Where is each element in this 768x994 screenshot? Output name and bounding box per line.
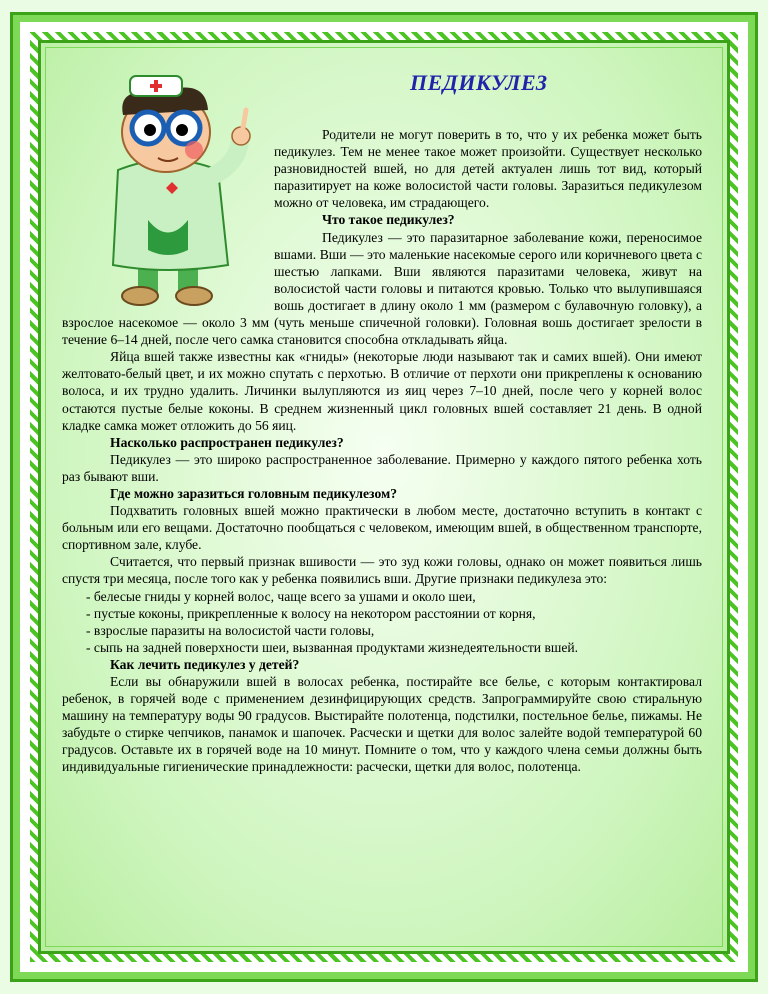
list-item: - взрослые паразиты на волосистой части головы,	[86, 622, 375, 638]
list-item: - сыпь на задней поверхности шеи, вызванная продуктами жизнедеятельности вшей.	[86, 639, 579, 655]
paragraph-intro: Родители не могут поверить в то, что у их ребенка может быть педикулез. Тем не менее такое может произойти. Существует несколько разновидностей вшей, но для детей актуален лишь тот вид, который паразитирует на коже волосистой части головы. Заразиться педикулезом можно от человека, им страдающего.	[274, 127, 702, 211]
heading-infection: Где можно заразиться головным педикулезом?	[110, 485, 398, 501]
heading-what-is: Что такое педикулез?	[322, 212, 455, 228]
paragraph-nits: Яйца вшей также известны как «гниды» (некоторые люди называют так и самих вшей). Они имеют желтовато-белый цвет, и их можно спутать с перхотью. В отличие от перхоти они прикреплены к основанию волоса, и их трудно удалить. Личинки вылупляются из яиц через 7–10 дней, после чего у корней волос остаются пустые белые коконы. В среднем жизненный цикл головных вшей составляет 21 день. В одной кладке самка может отложить до 56 яиц.	[62, 349, 702, 433]
heading-prevalence: Насколько распространен педикулез?	[110, 434, 344, 450]
paragraph-definition: Педикулез — это паразитарное заболевание кожи, переносимое вшами. Вши — это маленькие насекомые серого или коричневого цвета с шестью лапками. Вши являются паразитами человека, живут на волосистой части головы и питаются кровью. Только что вылупившаяся вошь достигает в длину около 1 мм (размером с булавочную головку), а взрослое насекомое — около 3 мм (чуть меньше спичечной головки). Головная вошь достигает зрелости в течение 6–14 дней, после чего самка становится способна откладывать яйца.	[62, 229, 702, 348]
list-item: - пустые коконы, прикрепленные к волосу на некотором расстоянии от корня,	[86, 605, 536, 621]
illustration-space	[62, 126, 274, 303]
page-title: ПЕДИКУЛЕЗ	[410, 70, 548, 95]
paragraph-prevalence: Педикулез — это широко распространенное заболевание. Примерно у каждого пятого ребенка хоть раз бывают вши.	[62, 451, 702, 484]
paragraph-symptoms: Считается, что первый признак вшивости — это зуд кожи головы, однако он может появиться лишь спустя три месяца, после того как у ребенка появились вши. Другие признаки педикулеза это:	[62, 554, 702, 587]
article-body	[62, 126, 702, 776]
paragraph-treatment: Если вы обнаружили вшей в волосах ребенка, постирайте все белье, с которым контактировал ребенок, в горячей воде с применением дезинфицирующих средств. Запрограммируйте свою стиральную машину на температуру воды 90 градусов. Выстирайте полотенца, подстилки, постельное белье, пижамы. Не забудьте о стирке чепчиков, панамок и шапочек. Расчески и щетки для волос залейте водой температурой 60 градусов. Оставьте их в горячей воде на 10 минут. Помните о том, что у каждого члена семьи должны быть индивидуальные гигиенические принадлежности: расчески, щетки для волос, полотенца.	[62, 674, 702, 775]
heading-treatment: Как лечить педикулез у детей?	[110, 656, 300, 672]
list-item: - белесые гниды у корней волос, чаще всего за ушами и около шеи,	[86, 588, 476, 604]
paragraph-infection: Подхватить головных вшей можно практически в любом месте, достаточно вступить в контакт с больным или его вещами. Достаточно пообщаться с человеком, имеющим вшей, в общественном транспорте, спортивном зале, клубе.	[62, 503, 702, 553]
